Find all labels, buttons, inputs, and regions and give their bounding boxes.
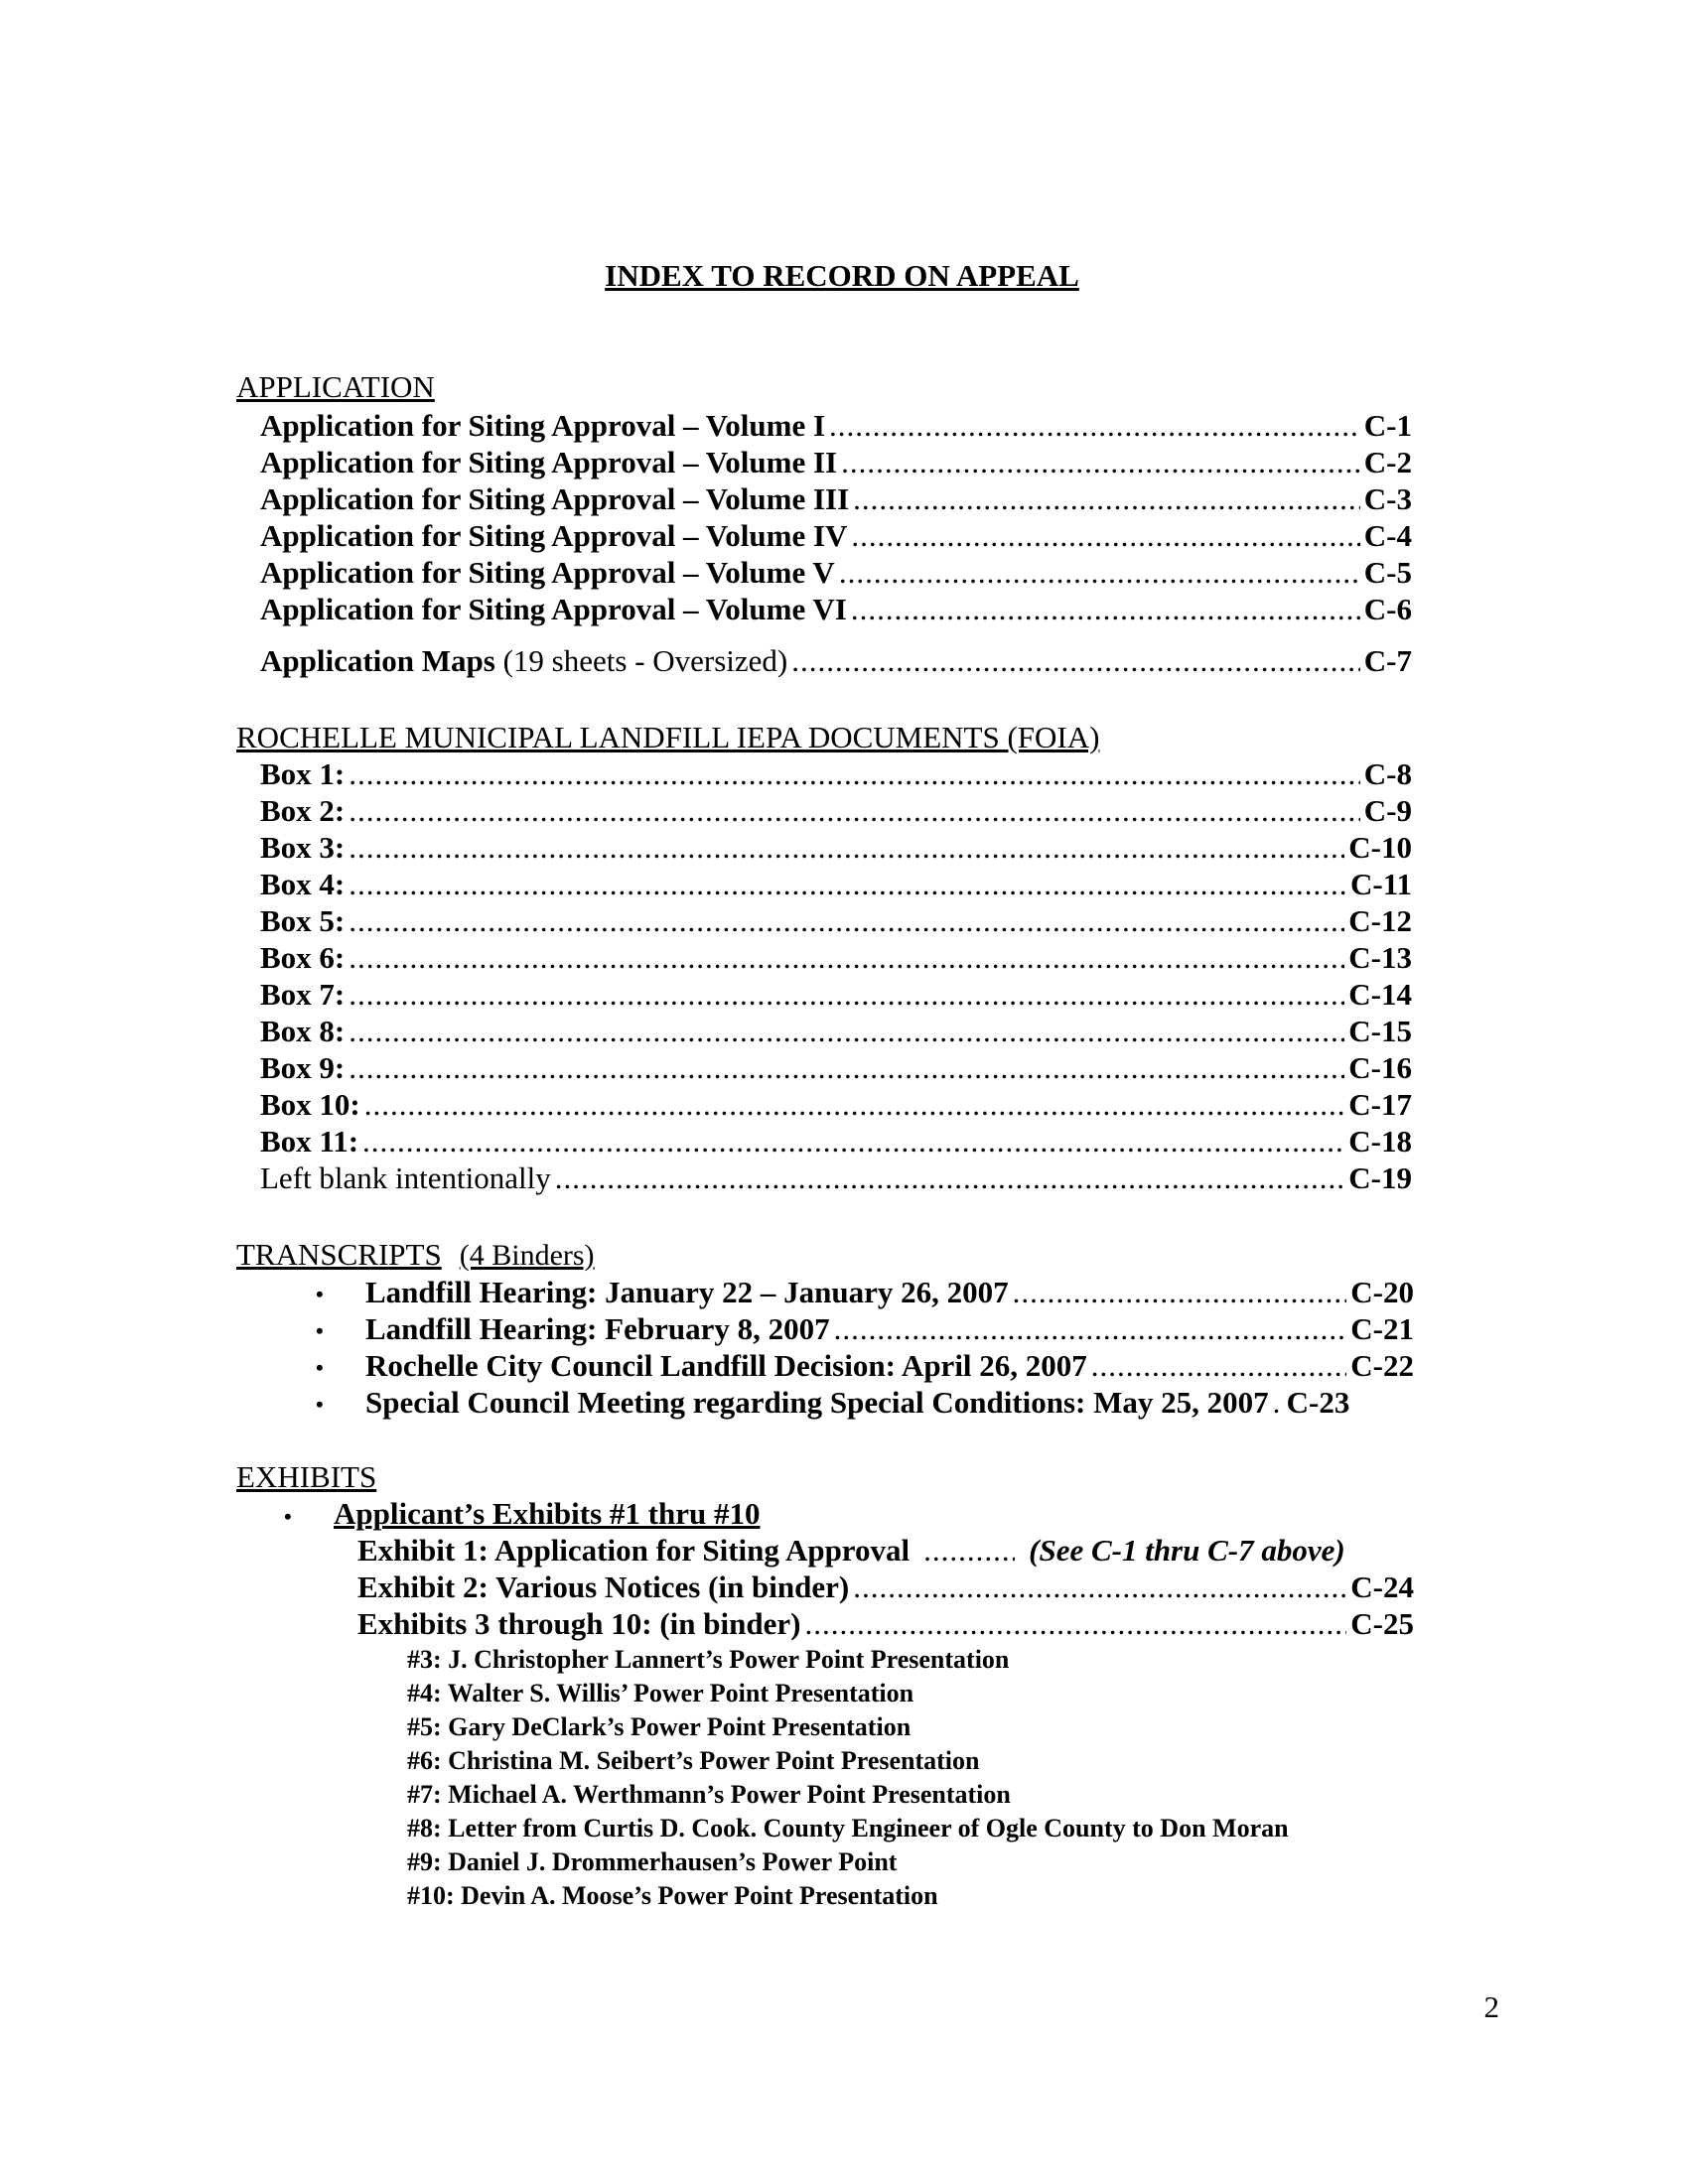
leader-dots [804, 1605, 1346, 1642]
toc-label: Box 4: [260, 867, 346, 901]
toc-page: C-12 [1348, 903, 1412, 938]
leader-dots [349, 792, 1360, 829]
toc-label: Box 7: [260, 977, 346, 1012]
toc-entry [260, 866, 1412, 902]
toc-label: Box 5: [260, 903, 346, 938]
leader-dots [839, 554, 1360, 591]
bullet-icon: • [316, 1282, 324, 1306]
toc-page: C-19 [1348, 1160, 1412, 1195]
page-number: 2 [1483, 1989, 1499, 2024]
toc-entry [260, 554, 1412, 591]
toc-page: C-16 [1348, 1050, 1412, 1085]
leader-dots [829, 407, 1360, 444]
bullet-icon: • [316, 1318, 324, 1343]
leader-dots [1091, 1347, 1346, 1384]
toc-page: C-6 [1363, 592, 1412, 626]
toc-label: Landfill Hearing: February 8, 2007 [365, 1311, 830, 1346]
toc-label: Box 1: [260, 756, 346, 791]
transcripts-note: (4 Binders) [459, 1239, 595, 1272]
toc-page: C-4 [1363, 518, 1412, 553]
toc-entry-blank [260, 1160, 1412, 1196]
toc-page: C-3 [1363, 481, 1412, 516]
leader-dots [834, 1310, 1347, 1347]
document-title: INDEX TO RECORD ON APPEAL [605, 258, 1079, 293]
toc-label: Application for Siting Approval – Volume VI [260, 592, 847, 626]
toc-page: C-11 [1350, 867, 1412, 901]
section-heading-iepa: ROCHELLE MUNICIPAL LANDFILL IEPA DOCUMENTS (FOIA) [236, 720, 1100, 754]
leader-dots [349, 866, 1346, 902]
applicant-exhibits-heading: Applicant’s Exhibits #1 thru #10 [334, 1496, 761, 1531]
toc-entry [260, 1013, 1412, 1049]
transcripts-heading-text: TRANSCRIPTS [236, 1237, 442, 1272]
toc-page: C-8 [1363, 756, 1412, 791]
section-heading-transcripts [236, 1237, 595, 1273]
leader-dots [349, 939, 1344, 976]
bullet-icon: • [284, 1504, 292, 1529]
leader-dots [349, 1013, 1344, 1049]
exhibit-sub-item: #7: Michael A. Werthmann’s Power Point Presentation [407, 1780, 1011, 1809]
toc-label: Application for Siting Approval – Volume II [260, 445, 838, 479]
toc-label: Left blank intentionally [260, 1160, 551, 1195]
leader-dots [841, 444, 1360, 480]
leader-dots [1273, 1384, 1283, 1421]
toc-entry [365, 1384, 1414, 1421]
toc-entry [365, 1274, 1414, 1310]
toc-entry [260, 407, 1412, 444]
leader-dots [349, 829, 1344, 866]
toc-page: C-15 [1348, 1014, 1412, 1048]
toc-label: Rochelle City Council Landfill Decision: April 26, 2007 [365, 1348, 1087, 1383]
toc-label: Special Council Meeting regarding Special Conditions: May 25, 2007 [365, 1385, 1269, 1420]
toc-entry [260, 829, 1412, 866]
toc-page: C-21 [1350, 1311, 1414, 1346]
leader-dots [851, 517, 1359, 554]
leader-dots [851, 591, 1360, 627]
toc-label: Application for Siting Approval – Volume V [260, 555, 835, 590]
toc-page: C-25 [1350, 1606, 1414, 1641]
exhibit-sub-item: #10: Devin A. Moose’s Power Point Presentation [407, 1881, 938, 1910]
bullet-icon: • [316, 1355, 324, 1380]
leader-dots [555, 1160, 1345, 1196]
toc-entry [260, 591, 1412, 627]
leader-dots [364, 1086, 1345, 1123]
toc-label: Exhibits 3 through 10: (in binder) [357, 1606, 801, 1641]
exhibit-sub-item: #8: Letter from Curtis D. Cook. County Engineer of Ogle County to Don Moran [407, 1814, 1289, 1843]
toc-label: Exhibit 1: Application for Siting Approval [357, 1533, 911, 1568]
toc-label: Application for Siting Approval – Volume III [260, 481, 850, 516]
toc-page: C-17 [1348, 1087, 1412, 1122]
toc-entry [260, 517, 1412, 554]
toc-label: Box 2: [260, 793, 346, 828]
exhibit-sub-item: #9: Daniel J. Drommerhausen’s Power Point [407, 1847, 898, 1876]
toc-entry [260, 1086, 1412, 1123]
leader-dots [349, 976, 1344, 1013]
leader-dots [791, 642, 1360, 679]
toc-page: C-24 [1350, 1570, 1414, 1604]
toc-page: C-2 [1363, 445, 1412, 479]
leader-dots [362, 1123, 1344, 1160]
toc-page: C-10 [1348, 830, 1412, 865]
exhibit-sub-item: #6: Christina M. Seibert’s Power Point Presentation [407, 1746, 980, 1775]
toc-label: Box 9: [260, 1050, 346, 1085]
toc-page: C-13 [1348, 940, 1412, 975]
toc-entry [260, 1049, 1412, 1086]
maps-label: Application Maps [260, 643, 495, 678]
exhibit-sub-item: #3: J. Christopher Lannert’s Power Point Presentation [407, 1645, 1010, 1674]
toc-label: Box 11: [260, 1124, 359, 1159]
leader-dots [853, 1569, 1346, 1605]
toc-page: C-23 [1286, 1385, 1350, 1420]
toc-entry [365, 1310, 1414, 1347]
exhibit-sub-item: #5: Gary DeClark’s Power Point Presentation [407, 1712, 912, 1741]
toc-entry [357, 1605, 1414, 1642]
toc-page: C-20 [1350, 1275, 1414, 1309]
section-heading-exhibits: EXHIBITS [236, 1459, 377, 1494]
toc-entry [260, 755, 1412, 792]
toc-label: Landfill Hearing: January 22 – January 26, 2007 [365, 1275, 1009, 1309]
leader-dots [349, 1049, 1344, 1086]
toc-entry [260, 902, 1412, 939]
toc-page: C-7 [1363, 643, 1412, 678]
toc-entry [260, 939, 1412, 976]
toc-label: Application for Siting Approval – Volume I [260, 408, 826, 443]
toc-label: Box 6: [260, 940, 346, 975]
toc-page: C-22 [1350, 1348, 1414, 1383]
toc-page: (See C-1 thru C-7 above) [1029, 1533, 1345, 1568]
toc-page: C-9 [1363, 793, 1412, 828]
leader-dots [853, 480, 1360, 517]
toc-label [260, 642, 787, 679]
bullet-icon: • [316, 1392, 324, 1417]
leader-dots [349, 902, 1344, 939]
toc-entry [260, 792, 1412, 829]
toc-entry [365, 1347, 1414, 1384]
toc-entry [260, 480, 1412, 517]
toc-label: Box 8: [260, 1014, 346, 1048]
leader-dots [349, 755, 1360, 792]
exhibit-sub-item: #4: Walter S. Willis’ Power Point Presentation [407, 1679, 914, 1707]
toc-label: Box 10: [260, 1087, 360, 1122]
toc-label: Application for Siting Approval – Volume IV [260, 518, 848, 553]
leader-dots [923, 1532, 1015, 1569]
toc-entry [260, 976, 1412, 1013]
section-heading-application: APPLICATION [236, 369, 435, 404]
toc-entry [260, 444, 1412, 480]
toc-entry [260, 1123, 1412, 1160]
toc-page: C-5 [1363, 555, 1412, 590]
toc-page: C-1 [1363, 408, 1412, 443]
toc-page: C-18 [1348, 1124, 1412, 1159]
toc-page: C-14 [1348, 977, 1412, 1012]
toc-entry-maps [260, 642, 1412, 679]
maps-note: (19 sheets - Oversized) [502, 643, 788, 678]
toc-label: Exhibit 2: Various Notices (in binder) [357, 1570, 850, 1604]
leader-dots [1013, 1274, 1347, 1310]
toc-entry [357, 1569, 1414, 1605]
toc-label: Box 3: [260, 830, 346, 865]
toc-entry [357, 1532, 1414, 1569]
